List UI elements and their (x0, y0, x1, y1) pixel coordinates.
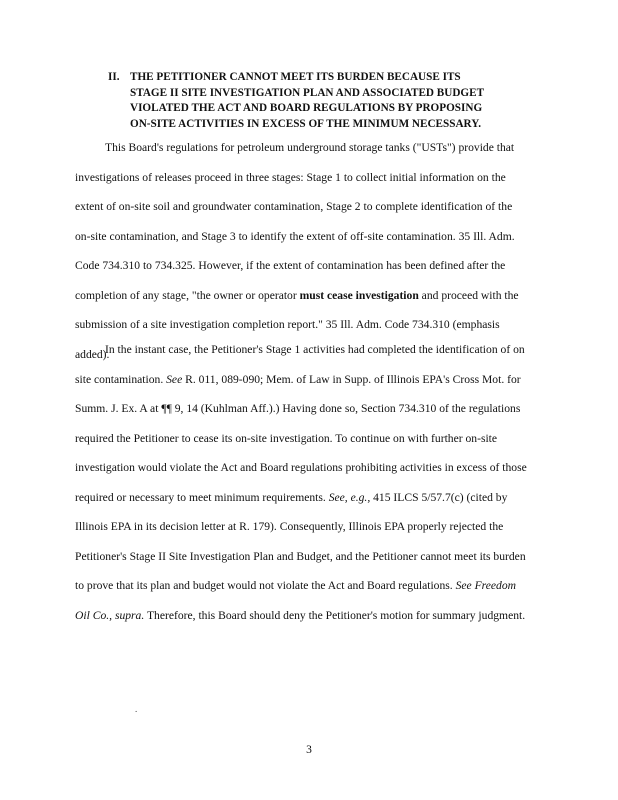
p2-line-4: required the Petitioner to cease its on-site investigation. To continue on with further on-site (75, 431, 498, 445)
p2-line-1: In the instant case, the Petitioner's Stage 1 activities had completed the identification of on (105, 343, 525, 356)
citation-case-name: See Freedom (455, 579, 517, 592)
p1-line-7: submission of a site investigation completion report." 35 Ill. Adm. Code 734.310 (emphasis (75, 318, 500, 331)
p2-line-6 (75, 483, 541, 513)
p2-line-10 (75, 601, 541, 631)
p2-line-9 (75, 571, 541, 601)
p2-line-10b: Therefore, this Board should deny the Petitioner's motion for summary judgment. (144, 608, 526, 622)
heading-line-3: VIOLATED THE ACT AND BOARD REGULATIONS BY PROPOSING (130, 102, 483, 114)
page-number: 3 (306, 744, 312, 756)
p1-line-1: This Board's regulations for petroleum underground storage tanks ("USTs") provide that (105, 141, 515, 154)
section-heading (108, 70, 528, 132)
p1-line-8: added). (75, 347, 110, 361)
p1-line-4: on-site contamination, and Stage 3 to identify the extent of off-site contamination. 35 Ill. Adm. (75, 229, 515, 243)
p2-line-2c: R. 011, 089-090; Mem. of Law in Supp. of Illinois EPA's Cross Mot. for (182, 372, 521, 386)
p1-line-6a: completion of any stage, "the owner or operator (75, 288, 300, 302)
emphasis-text: must cease investigation (299, 288, 419, 302)
citation-case-name: Oil Co., supra. (75, 608, 145, 622)
heading-line-4: ON-SITE ACTIVITIES IN EXCESS OF THE MINIMUM NECESSARY. (130, 117, 482, 130)
citation-signal: See, e.g., (328, 490, 371, 504)
p1-line-3: extent of on-site soil and groundwater contamination, Stage 2 to complete identification of the (75, 200, 513, 213)
p2-line-2a: site contamination. (75, 372, 167, 386)
p2-line-8: Petitioner's Stage II Site Investigation Plan and Budget, and the Petitioner cannot meet its burden (75, 549, 526, 563)
heading-line-1: THE PETITIONER CANNOT MEET ITS BURDEN BECAUSE ITS (130, 71, 461, 83)
citation-signal: See (166, 372, 183, 386)
p1-line-6 (75, 281, 541, 311)
scan-mark: . (135, 704, 138, 714)
p2-line-6c: 415 ILCS 5/57.7(c) (cited by (370, 490, 508, 504)
p2-line-2 (75, 365, 541, 395)
paragraph-2 (75, 335, 541, 630)
p2-line-3: Summ. J. Ex. A at ¶¶ 9, 14 (Kuhlman Aff.).) Having done so, Section 734.310 of the regulations (75, 402, 521, 415)
heading-line-2: STAGE II SITE INVESTIGATION PLAN AND ASSOCIATED BUDGET (130, 86, 485, 99)
p1-line-5: Code 734.310 to 734.325. However, if the extent of contamination has been defined after the (75, 259, 506, 272)
p2-line-6a: required or necessary to meet minimum requirements. (75, 490, 329, 504)
p1-line-6c: and proceed with the (418, 288, 519, 302)
p1-line-2: investigations of releases proceed in three stages: Stage 1 to collect initial information on the (75, 170, 506, 184)
p2-line-5: investigation would violate the Act and Board regulations prohibiting activities in excess of those (75, 461, 527, 474)
p2-line-7: Illinois EPA in its decision letter at R. 179). Consequently, Illinois EPA properly rejected the (75, 520, 504, 533)
p2-line-9a: to prove that its plan and budget would not violate the Act and Board regulations. (75, 579, 456, 592)
section-number: II. (108, 71, 120, 83)
paragraph-1 (75, 133, 541, 369)
